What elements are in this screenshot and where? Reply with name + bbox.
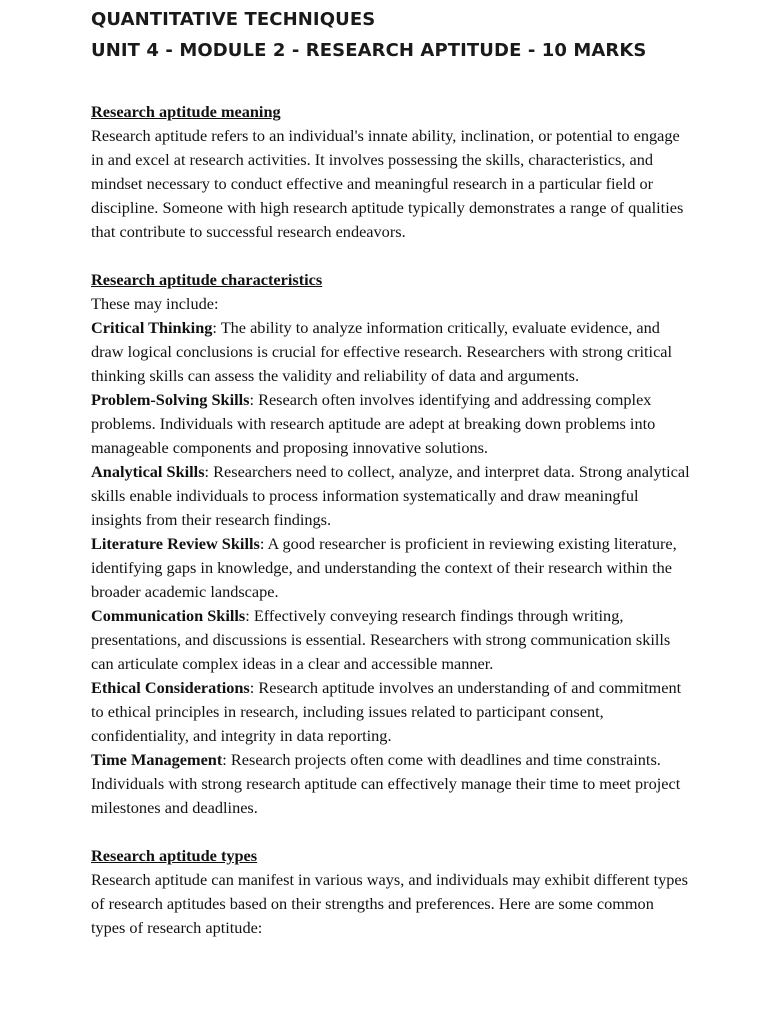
characteristic-text: : Research projects often come with deadlines and time constraints. Individuals with strong research aptitude can effectively manage their time to meet project milestones and deadlines. [91,750,681,817]
paragraph-gap [91,244,691,268]
characteristic-term: Communication Skills [91,606,246,625]
characteristic-item [91,748,691,820]
characteristic-item [91,532,691,604]
section-types [91,844,691,940]
characteristic-item [91,460,691,532]
characteristic-text: : Research often involves identifying and addressing complex problems. Individuals with research aptitude are adept at breaking down problems into manageable components and proposing innovative solutions. [91,390,656,457]
characteristic-term: Problem-Solving Skills [91,390,250,409]
characteristic-item [91,316,691,388]
paragraph-gap [91,820,691,844]
characteristic-text: : A good researcher is proficient in reviewing existing literature, identifying gaps in knowledge, and understanding the context of their research within the broader academic landscape. [91,534,677,601]
characteristic-text: : Research aptitude involves an understanding of and commitment to ethical principles in research, including issues related to participant consent, confidentiality, and integrity in data reporting. [91,678,682,745]
characteristic-item [91,388,691,460]
document-title: QUANTITATIVE TECHNIQUES [91,9,376,30]
section-text-types: Research aptitude can manifest in various ways, and individuals may exhibit different types of research aptitudes based on their strengths and preferences. Here are some common types of research aptitude: [91,870,688,937]
section-title-characteristics: Research aptitude characteristics [91,270,323,289]
characteristic-item [91,676,691,748]
characteristic-item [91,604,691,676]
section-title-meaning: Research aptitude meaning [91,102,281,121]
characteristic-term: Time Management [91,750,223,769]
characteristic-text: : The ability to analyze information critically, evaluate evidence, and draw logical conclusions is crucial for effective research. Researchers with strong critical thinking skills can assess the validity and reliability of data and arguments. [91,318,673,385]
characteristic-term: Ethical Considerations [91,678,250,697]
document-body [91,100,691,940]
section-title-types: Research aptitude types [91,846,258,865]
characteristic-term: Critical Thinking [91,318,213,337]
characteristic-term: Analytical Skills [91,462,205,481]
section-text-meaning: Research aptitude refers to an individual's innate ability, inclination, or potential to engage in and excel at research activities. It involves possessing the skills, characteristics, and mindset necessary to conduct effective and meaningful research in a particular field or discipline. Someone with high research aptitude typically demonstrates a range of qualities that contribute to successful research endeavors. [91,126,684,241]
document-subtitle: UNIT 4 - MODULE 2 - RESEARCH APTITUDE - 10 MARKS [91,40,647,61]
section-meaning [91,100,691,244]
characteristic-text: : Researchers need to collect, analyze, and interpret data. Strong analytical skills enable individuals to process information systematically and draw meaningful insights from their research findings. [91,462,690,529]
section-characteristics [91,268,691,820]
section-intro-characteristics: These may include: [91,294,219,313]
characteristic-text: : Effectively conveying research findings through writing, presentations, and discussions is essential. Researchers with strong communication skills can articulate complex ideas in a clear and accessible manner. [91,606,671,673]
characteristic-term: Literature Review Skills [91,534,260,553]
